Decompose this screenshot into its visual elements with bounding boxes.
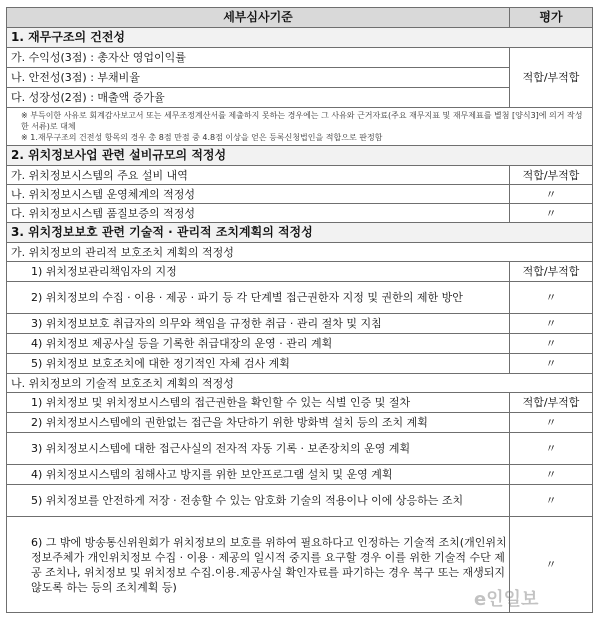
eval-cell: 〃 — [510, 413, 593, 433]
eval-cell: 〃 — [510, 204, 593, 223]
section3-sub-b: 나. 위치정보의 기술적 보호조치 계획의 적정성 — [7, 374, 593, 393]
section1-item: 나. 안전성(3점) : 부채비율 — [7, 68, 510, 88]
section3-a-item: 5) 위치정보 보호조치에 대한 정기적인 자체 검사 계획 — [7, 354, 510, 374]
table-row — [7, 393, 593, 413]
table-row — [7, 166, 593, 185]
table-row — [7, 485, 593, 517]
eval-cell: 〃 — [510, 465, 593, 485]
section-row — [7, 223, 593, 243]
section3-b-item: 1) 위치정보 및 위치정보시스템의 접근권한을 확인할 수 있는 식별 인증 및 절차 — [7, 393, 510, 413]
section2-item: 다. 위치정보시스템 품질보증의 적정성 — [7, 204, 510, 223]
section2-item: 나. 위치정보시스템 운영체계의 적정성 — [7, 185, 510, 204]
table-row — [7, 88, 593, 108]
eval-cell: 적합/부적합 — [510, 393, 593, 413]
subsection-row — [7, 374, 593, 393]
subsection-row — [7, 243, 593, 262]
table-row — [7, 68, 593, 88]
note-text: ※ 1.재무구조의 건전성 항목의 경우 총 8점 만점 중 4.8점 이상을 얻은 등록신청법인을 적합으로 판정함 — [21, 133, 383, 142]
section3-title: 3. 위치정보보호 관련 기술적 · 관리적 조치계획의 적정성 — [7, 223, 593, 243]
section3-b-item: 6) 그 밖에 방송통신위원회가 위치정보의 보호를 위하여 필요하다고 인정하는 기술적 조치(개인위치정보주체가 개인위치정보 수집 · 이용 · 제공의 일시적 중지를 요구할 경우 이를 위한 기술적 수단 제공 조치나, 위치정보 및 위치정보 수집.이용.제공사실 확인자료를 파기하는 경우 복구 또는 재생되지 않도록 하는 등의 조치계획 등) — [7, 517, 510, 613]
eval-cell: 〃 — [510, 185, 593, 204]
eval-cell: 적합/부적합 — [510, 262, 593, 282]
section3-b-item: 5) 위치정보를 안전하게 저장 · 전송할 수 있는 암호화 기술의 적용이나 이에 상응하는 조치 — [7, 485, 510, 517]
eval-cell: 〃 — [510, 433, 593, 465]
section2-item: 가. 위치정보시스템의 주요 설비 내역 — [7, 166, 510, 185]
section3-a-item: 3) 위치정보보호 취급자의 의무와 책임을 규정한 취급 · 관리 절차 및 지침 — [7, 314, 510, 334]
section1-eval: 적합/부적합 — [510, 48, 593, 108]
eval-cell: 〃 — [510, 354, 593, 374]
table-row — [7, 48, 593, 68]
section3-a-item: 2) 위치정보의 수집 · 이용 · 제공 · 파기 등 각 단계별 접근권한자 지정 및 권한의 제한 방안 — [7, 282, 510, 314]
newspaper-watermark: e인일보 — [474, 589, 539, 610]
section-row — [7, 146, 593, 166]
table-header-row — [7, 8, 593, 28]
section3-b-item: 3) 위치정보시스템에 대한 접근사실의 전자적 자동 기록 · 보존장치의 운영 계획 — [7, 433, 510, 465]
eval-cell: 〃 — [510, 517, 593, 613]
section3-sub-a: 가. 위치정보의 관리적 보호조치 계획의 적정성 — [7, 243, 593, 262]
table-row — [7, 413, 593, 433]
section2-title: 2. 위치정보사업 관련 설비규모의 적정성 — [7, 146, 593, 166]
eval-cell: 〃 — [510, 485, 593, 517]
notes-row — [7, 108, 593, 146]
eval-cell: 〃 — [510, 282, 593, 314]
section-row — [7, 28, 593, 48]
section3-b-item: 4) 위치정보시스템의 침해사고 방지를 위한 보안프로그램 설치 및 운영 계획 — [7, 465, 510, 485]
table-row — [7, 314, 593, 334]
table-row — [7, 262, 593, 282]
section1-item: 다. 성장성(2점) : 매출액 증가율 — [7, 88, 510, 108]
section3-a-item: 1) 위치정보관리책임자의 지정 — [7, 262, 510, 282]
table-row — [7, 185, 593, 204]
table-row — [7, 354, 593, 374]
eval-cell: 〃 — [510, 314, 593, 334]
section1-notes — [7, 108, 593, 146]
section1-item: 가. 수익성(3점) : 총자산 영업이익률 — [7, 48, 510, 68]
section1-title: 1. 재무구조의 건전성 — [7, 28, 593, 48]
criteria-header: 세부심사기준 — [7, 8, 510, 28]
table-row — [7, 465, 593, 485]
section3-b-item: 2) 위치정보시스템에의 권한없는 접근을 차단하기 위한 방화벽 설치 등의 조치 계획 — [7, 413, 510, 433]
eval-cell: 〃 — [510, 334, 593, 354]
table-row — [7, 282, 593, 314]
section3-a-item: 4) 위치정보 제공사실 등을 기록한 취급대장의 운영 · 관리 계획 — [7, 334, 510, 354]
evaluation-header: 평가 — [510, 8, 593, 28]
eval-cell: 적합/부적합 — [510, 166, 593, 185]
table-row — [7, 334, 593, 354]
table-row — [7, 204, 593, 223]
table-row — [7, 433, 593, 465]
criteria-table — [6, 7, 593, 613]
note-text: ※ 부득이한 사유로 회계감사보고서 또는 세무조정계산서를 제출하지 못하는 경우에는 그 사유와 근거자료(주요 재무지표 및 재무제표를 별첨 [양식3]에 의거 작성한 서류)로 대체 — [21, 111, 583, 131]
